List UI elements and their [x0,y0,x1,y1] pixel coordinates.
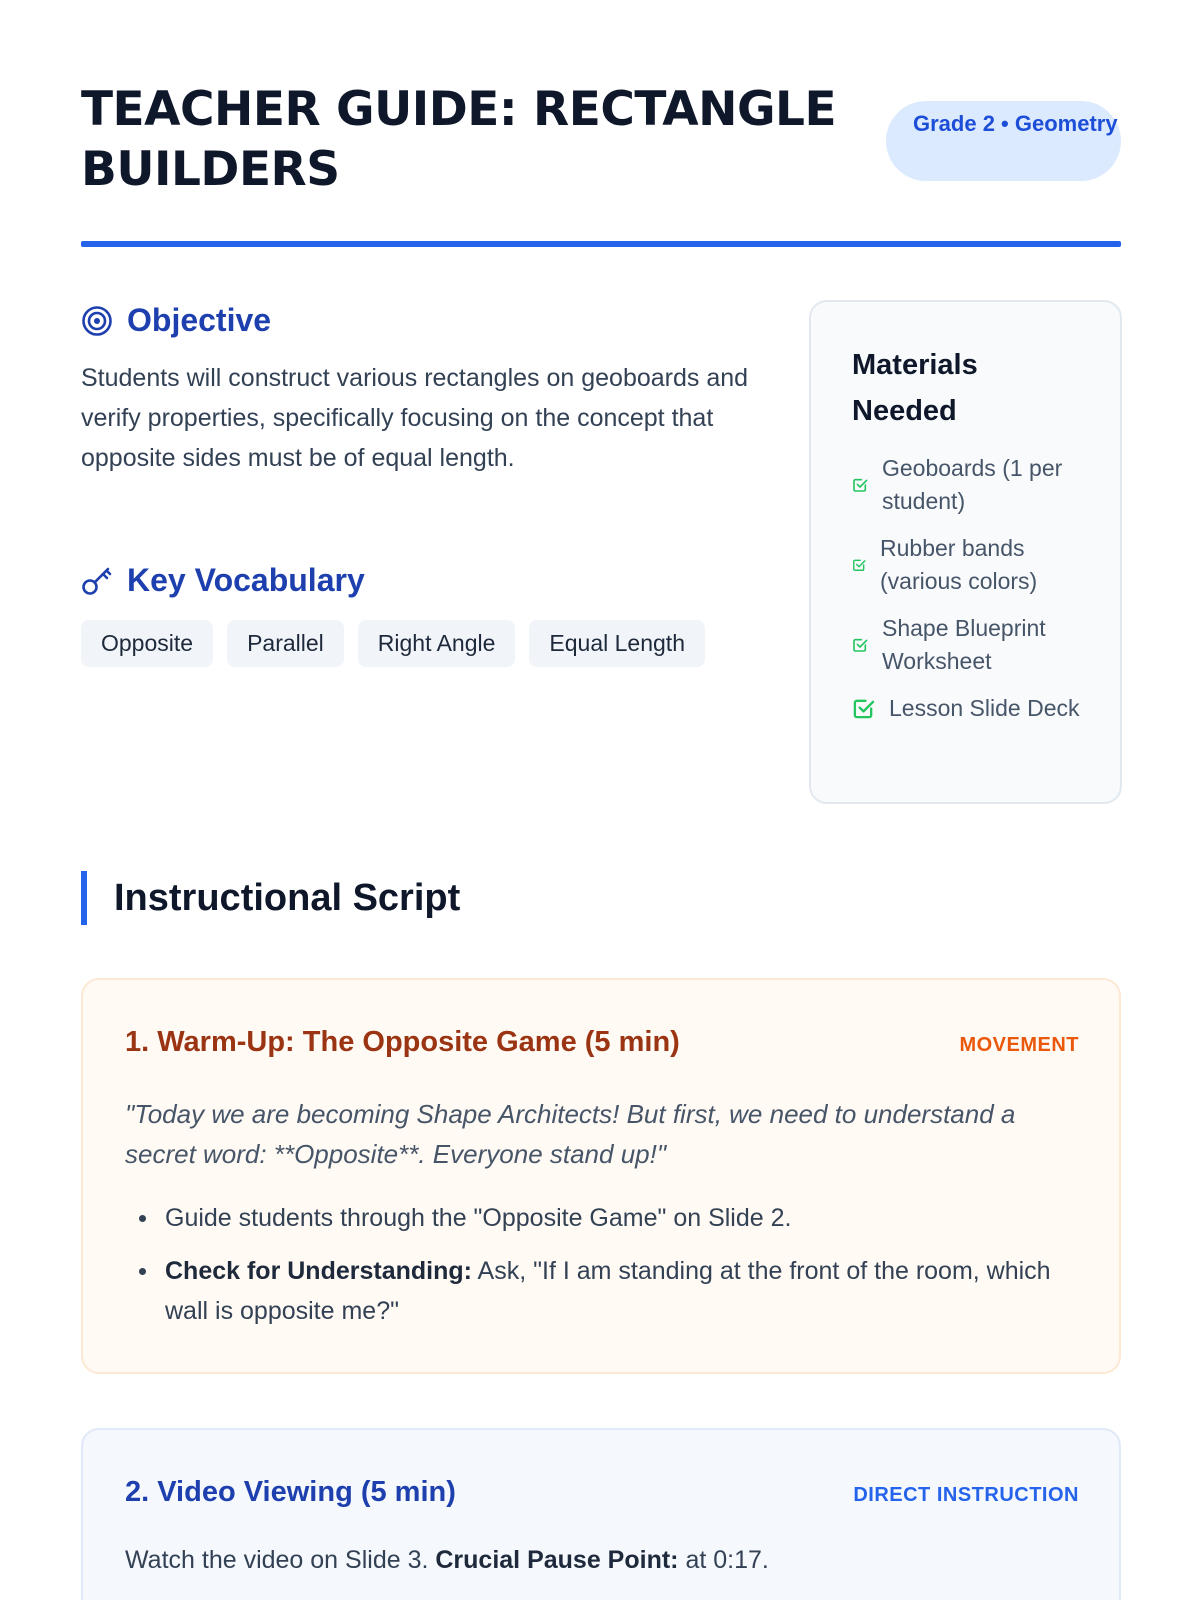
target-icon [81,305,113,337]
materials-item [852,532,1092,598]
step-text-before: Watch the video on Slide 3. [125,1546,436,1574]
materials-item-label: Lesson Slide Deck [889,695,1080,721]
script-step-card [81,1428,1121,1600]
script-step-card [81,978,1121,1374]
materials-item [852,452,1092,518]
checkbox-checked-icon [852,477,868,493]
grade-badge: Grade 2 • Geometry [886,101,1121,181]
instructional-script-heading: Instructional Script [81,871,460,925]
vocab-chip: Equal Length [529,620,705,667]
bullet-text: Ask, "If I am standing at the front of the room, which wall is opposite me?" [165,1257,1051,1325]
header-divider [81,241,1121,247]
vocab-chip: Opposite [81,620,213,667]
vocab-chip: Parallel [227,620,344,667]
checkbox-checked-icon [852,697,875,720]
key-icon [81,565,113,597]
step-quote: "Today we are becoming Shape Architects! But first, we need to understand a secret word: **Opposite**. Everyone stand up!" [125,1099,1016,1169]
list-item [125,1198,1065,1238]
materials-item [852,612,1092,678]
bullet-text: Guide students through the "Opposite Game" on Slide 2. [165,1204,792,1232]
checkbox-checked-icon [852,637,868,653]
vocabulary-chips [81,620,705,667]
step-text-bold: Crucial Pause Point: [435,1546,679,1574]
step-text-after: at 0:17. [678,1546,769,1574]
bullet-bold: Check for Understanding: [165,1257,472,1285]
objective-heading [81,302,271,339]
step-bullets [125,1198,1065,1344]
step-tag: MOVEMENT [959,1034,1079,1056]
materials-item-label: Geoboards (1 per student) [882,455,1063,514]
vocabulary-heading-label: Key Vocabulary [127,562,365,598]
materials-heading: Materials Needed [852,349,978,427]
materials-panel [809,300,1122,804]
materials-item-label: Rubber bands (various colors) [880,535,1038,594]
objective-heading-label: Objective [127,302,272,338]
list-item [125,1251,1065,1331]
objective-text: Students will construct various rectangles on geoboards and verify properties, specifically focusing on the concept that opposite sides must be of equal length. [81,364,749,472]
page-title: TEACHER GUIDE: RECTANGLE BUILDERS [81,82,837,197]
page-header [81,80,1121,200]
materials-item-label: Shape Blueprint Worksheet [882,615,1046,674]
checkbox-checked-icon [852,558,866,572]
vocabulary-heading [81,562,365,599]
step-title: 2. Video Viewing (5 min) [125,1476,456,1508]
step-title: 1. Warm-Up: The Opposite Game (5 min) [125,1026,680,1058]
vocab-chip: Right Angle [358,620,516,667]
step-tag: DIRECT INSTRUCTION [853,1484,1079,1506]
step-text [125,1540,769,1580]
materials-item [852,692,1092,725]
